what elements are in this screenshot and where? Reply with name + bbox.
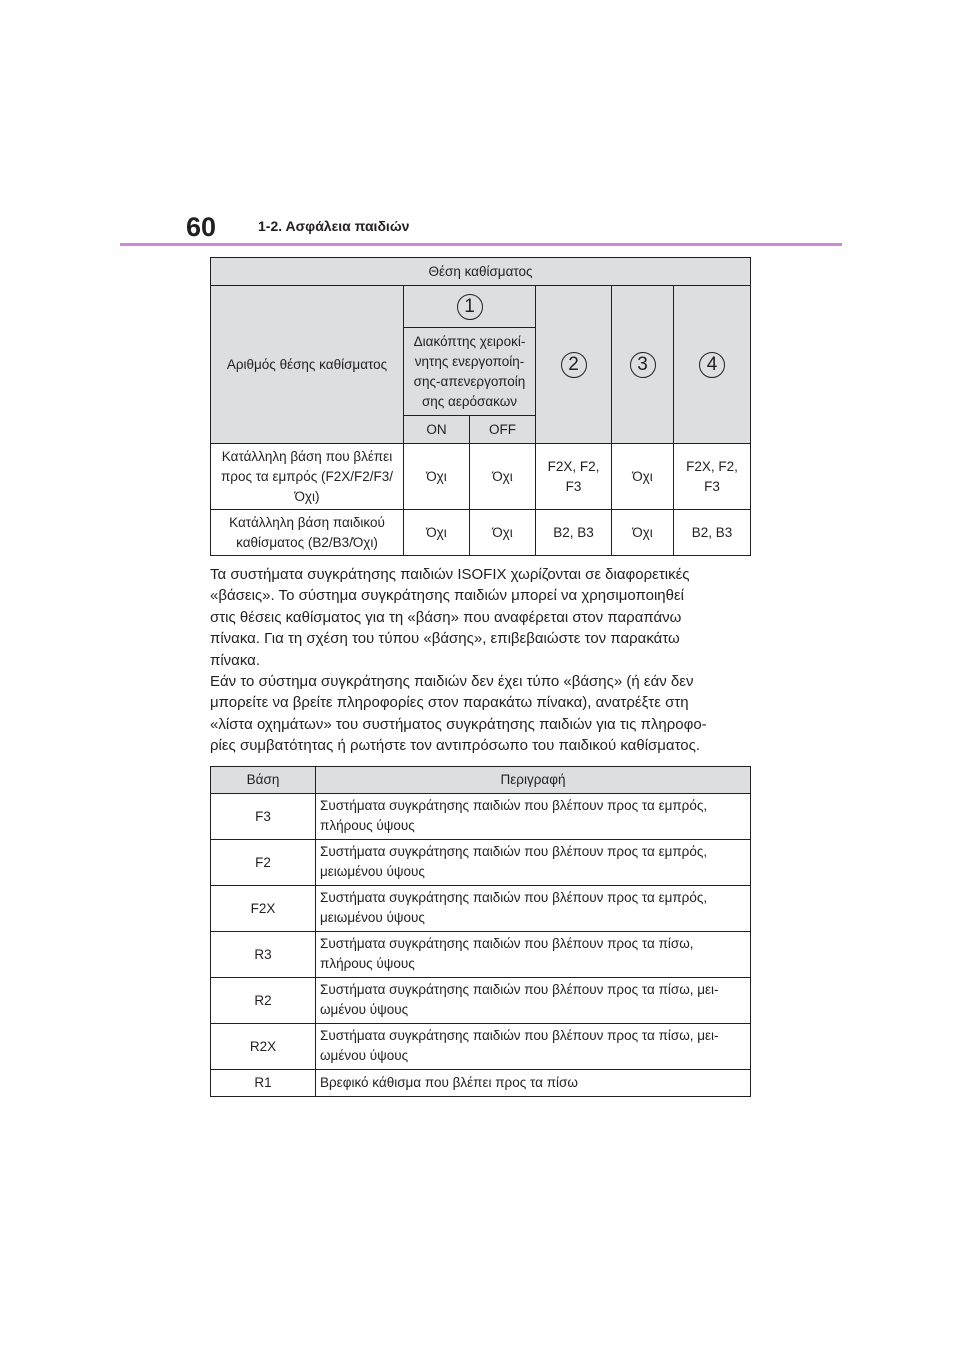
paragraph-line: Εάν το σύστημα συγκράτησης παιδιών δεν έχει τύπο «βάσης» (ή εάν δεν xyxy=(210,673,694,691)
table-row xyxy=(211,510,751,556)
off-label: OFF xyxy=(470,416,536,444)
base-code: R1 xyxy=(211,1070,316,1097)
seat-1-number: 1 xyxy=(457,294,483,320)
airbag-switch-label: Διακόπτης χειροκί-νητης ενεργοποίη-σης-απενεργοποίη σης αερόσακων xyxy=(404,328,536,416)
cell-value: F2X, F2, F3 xyxy=(536,444,612,510)
base-description: Συστήματα συγκράτησης παιδιών που βλέπουν προς τα εμπρός, πλήρους ύψους xyxy=(316,794,751,840)
base-code: F2X xyxy=(211,886,316,932)
row-label: Κατάλληλη βάση που βλέπει προς τα εμπρός (F2X/F2/F3/Όχι) xyxy=(211,444,404,510)
paragraph-line: ρίες συμβατότητας ή ρωτήστε τον αντιπρόσωπο του παιδικού καθίσματος. xyxy=(210,737,701,755)
col-description-header: Περιγραφή xyxy=(316,767,751,794)
on-label: ON xyxy=(404,416,470,444)
section-title: 1-2. Ασφάλεια παιδιών xyxy=(258,218,410,234)
cell-value: B2, B3 xyxy=(536,510,612,556)
cell-value: Όχι xyxy=(612,444,674,510)
seat-4-number: 4 xyxy=(699,352,725,378)
cell-value: F2X, F2, F3 xyxy=(674,444,751,510)
col-base-header: Βάση xyxy=(211,767,316,794)
seat-2-number: 2 xyxy=(561,352,587,378)
base-description: Συστήματα συγκράτησης παιδιών που βλέπουν προς τα εμπρός, μειωμένου ύψους xyxy=(316,886,751,932)
base-description: Συστήματα συγκράτησης παιδιών που βλέπουν προς τα πίσω, μει-ωμένου ύψους xyxy=(316,978,751,1024)
cell-value: B2, B3 xyxy=(674,510,751,556)
table-header-row xyxy=(211,767,751,794)
base-description: Συστήματα συγκράτησης παιδιών που βλέπουν προς τα πίσω, μει-ωμένου ύψους xyxy=(316,1024,751,1070)
base-description: Συστήματα συγκράτησης παιδιών που βλέπουν προς τα εμπρός, μειωμένου ύψους xyxy=(316,840,751,886)
base-code: R2 xyxy=(211,978,316,1024)
paragraph-line: «λίστα οχημάτων» του συστήματος συγκράτησης παιδιών για τις πληροφο- xyxy=(210,715,707,733)
page-number: 60 xyxy=(186,212,217,242)
table-row xyxy=(211,444,751,510)
seat-3-header xyxy=(612,286,674,444)
cell-value: Όχι xyxy=(470,444,536,510)
header-rule xyxy=(120,243,842,246)
seat-position-table xyxy=(210,257,751,556)
table-row xyxy=(211,794,751,840)
base-description-table xyxy=(210,766,751,1097)
paragraph-line: Τα συστήματα συγκράτησης παιδιών ISOFIX χωρίζονται σε διαφορετικές xyxy=(210,566,690,583)
cell-value: Όχι xyxy=(404,444,470,510)
paragraph-line: στις θέσεις καθίσματος για τη «βάση» που αναφέρεται στον παραπάνω xyxy=(210,608,682,626)
seat-position-title: Θέση καθίσματος xyxy=(211,258,751,286)
cell-value: Όχι xyxy=(612,510,674,556)
seat-3-number: 3 xyxy=(630,352,656,378)
base-code: R2X xyxy=(211,1024,316,1070)
seat-2-header xyxy=(536,286,612,444)
paragraph-line: «βάσεις». Το σύστημα συγκράτησης παιδιών μπορεί να χρησιμοποιηθεί xyxy=(210,587,684,605)
cell-value: Όχι xyxy=(404,510,470,556)
base-description: Συστήματα συγκράτησης παιδιών που βλέπουν προς τα πίσω, πλήρους ύψους xyxy=(316,932,751,978)
table-row xyxy=(211,978,751,1024)
paragraph-line: πίνακα. Για τη σχέση του τύπου «βάσης», επιβεβαιώστε τον παρακάτω xyxy=(210,630,680,648)
table-row xyxy=(211,932,751,978)
seat-1-header xyxy=(404,286,536,328)
seat-4-header xyxy=(674,286,751,444)
row-label: Κατάλληλη βάση παιδικού καθίσματος (B2/B3/Όχι) xyxy=(211,510,404,556)
base-description: Βρεφικό κάθισμα που βλέπει προς τα πίσω xyxy=(316,1070,751,1097)
paragraph-line: πίνακα. xyxy=(210,651,261,669)
base-code: F3 xyxy=(211,794,316,840)
table-row xyxy=(211,1024,751,1070)
body-paragraph xyxy=(210,564,755,757)
cell-value: Όχι xyxy=(470,510,536,556)
table-row xyxy=(211,886,751,932)
paragraph-line: μπορείτε να βρείτε πληροφορίες στον παρακάτω πίνακα), ανατρέξτε στη xyxy=(210,694,689,712)
base-code: F2 xyxy=(211,840,316,886)
table-row xyxy=(211,840,751,886)
base-code: R3 xyxy=(211,932,316,978)
seat-number-label: Αριθμός θέσης καθίσματος xyxy=(211,286,404,444)
table-row xyxy=(211,1070,751,1097)
